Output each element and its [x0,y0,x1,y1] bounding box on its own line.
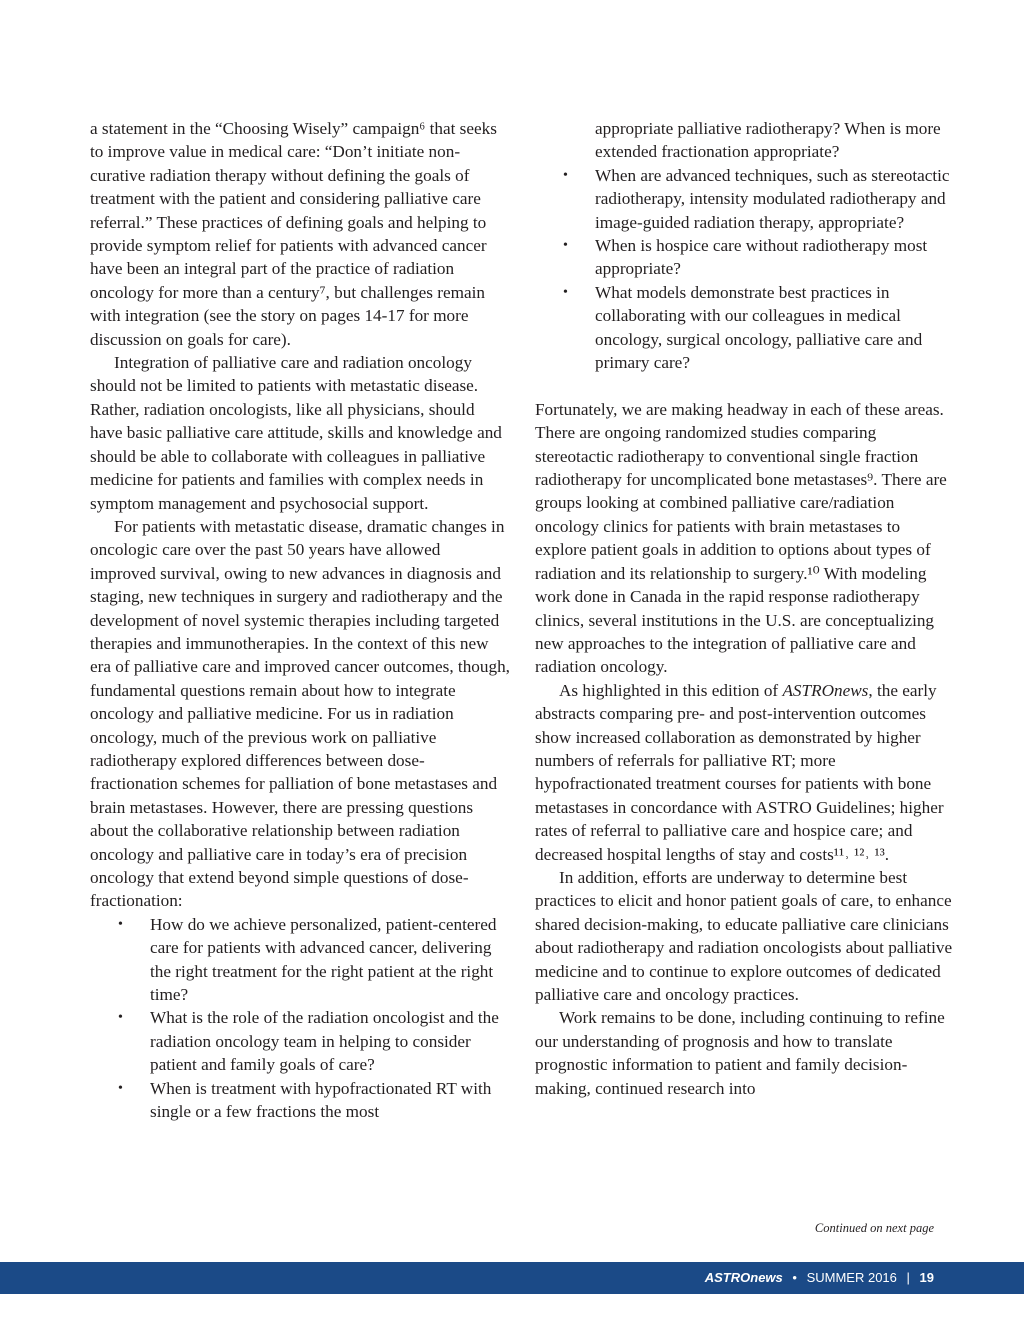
list-item-text: What models demonstrate best practices in collaborating with our colleagues in medical oncology, surgical oncology, palliative care and primary care? [595,282,923,373]
footer-text [705,1270,934,1285]
bullet-icon: • [118,1010,123,1026]
paragraph: Fortunately, we are making headway in each of these areas. There are ongoing randomized studies comparing stereotactic radiotherapy to conventional single fraction radiotherapy for uncomplicated bone metastases⁹. There are groups looking at combined palliative care/radiation oncology clinics for patients with brain metastases to explore patient goals in addition to options about types of radiation and its relationship to surgery.¹⁰ With modeling work done in Canada in the rapid response radiotherapy clinics, several institutions in the U.S. are conceptualizing new approaches to the integration of palliative care and radiation oncology. [535,399,947,677]
list-item-text: When is hospice care without radiotherapy most appropriate? [595,236,928,279]
bullet-icon: • [563,284,568,300]
list-item [535,281,955,375]
paragraph: Integration of palliative care and radiation oncology should not be limited to patients with metastatic disease. Rather, radiation oncologists, like all physicians, should have basic palliative care attitude, skills and knowledge and should be able to collaborate with colleagues in palliative medicine for patients and families with complex needs in symptom management and psychosocial support. [90,353,502,513]
bullet-icon: • [118,1080,123,1096]
footer-issue: SUMMER 2016 [806,1270,897,1285]
bullet-icon: • [563,167,568,183]
list-item-text: How do we achieve personalized, patient-centered care for patients with advanced cancer, delivering the right treatment for the right patient at the right time? [150,914,497,1005]
bullet-icon: • [118,916,123,932]
list-item [535,117,955,164]
paragraph: Work remains to be done, including continuing to refine our understanding of prognosis and how to translate prognostic information to patient and family decision-making, continued research into [535,1008,945,1098]
footer-brand: ASTROnews [704,1270,783,1285]
list-item [90,1006,510,1076]
list-item [90,913,510,1007]
paragraph-lead: As highlighted in this edition of [559,680,783,700]
list-item [535,234,955,281]
publication-name: ASTROnews [782,680,869,700]
page-footer [0,1262,1024,1294]
list-item-text: What is the role of the radiation oncologist and the radiation oncology team in helping to consider patient and family goals of care? [150,1008,499,1075]
left-column [90,117,510,1123]
paragraph: a statement in the “Choosing Wisely” campaign⁶ that seeks to improve value in medical care: “Don’t initiate non-curative radiation therapy without defining the goals of treatment with the patient and considering palliative care referral.” These practices of defining goals and helping to provide symptom relief for patients with advanced cancer have been an integral part of the practice of radiation oncology for more than a century⁷, but challenges remain with integration (see the story on pages 14-17 for more discussion on goals for care). [90,119,497,349]
bullet-icon: • [563,238,568,254]
list-item-text: When are advanced techniques, such as stereotactic radiotherapy, intensity modulated radiotherapy and image-guided radiation therapy, appropriate? [595,165,950,232]
bullet-icon: • [792,1270,797,1285]
question-list [90,913,510,1124]
paragraph: In addition, efforts are underway to determine best practices to elicit and honor patient goals of care, to enhance shared decision-making, to educate palliative care clinicians about radiotherapy and radiation oncologists about palliative medicine and to continue to explore outcomes of dedicated palliative care and oncology practices. [535,867,953,1005]
paragraph [535,679,955,866]
footer-divider: | [906,1270,910,1285]
paragraph: For patients with metastatic disease, dramatic changes in oncologic care over the past 50 years have allowed improved survival, owing to new advances in diagnosis and staging, new techniques in surgery and radiotherapy and the development of novel systemic therapies including targeted therapies and immunotherapies. In the context of this new era of palliative care and improved cancer outcomes, though, fundamental questions remain about how to integrate oncology and palliative medicine. For us in radiation oncology, much of the previous work on palliative radiotherapy explored differences between dose-fractionation schemes for palliation of bone metastases and brain metastases. However, there are pressing questions about the collaborative relationship between radiation oncology and palliative care in today’s era of precision oncology that extend beyond simple questions of dose-fractionation: [90,516,510,911]
list-item-text: appropriate palliative radiotherapy? When is more extended fractionation appropriate? [595,119,941,162]
right-column [535,117,955,1100]
paragraph-rest: , the early abstracts comparing pre- and post-intervention outcomes show increased collaboration as demonstrated by higher numbers of referrals for palliative RT; more hypofractionated treatment courses for patients with bone metastases in concordance with ASTRO Guidelines; higher rates of referral to palliative care and hospice care; and decreased hospital lengths of stay and costs¹¹˒ ¹²˒ ¹³. [535,680,944,864]
page-number: 19 [919,1270,934,1285]
continued-note: Continued on next page [814,1221,934,1235]
list-item-text: When is treatment with hypofractionated RT with single or a few fractions the most [150,1078,492,1122]
question-list-continued [535,117,955,374]
list-item [90,1077,510,1124]
list-item [535,164,955,234]
